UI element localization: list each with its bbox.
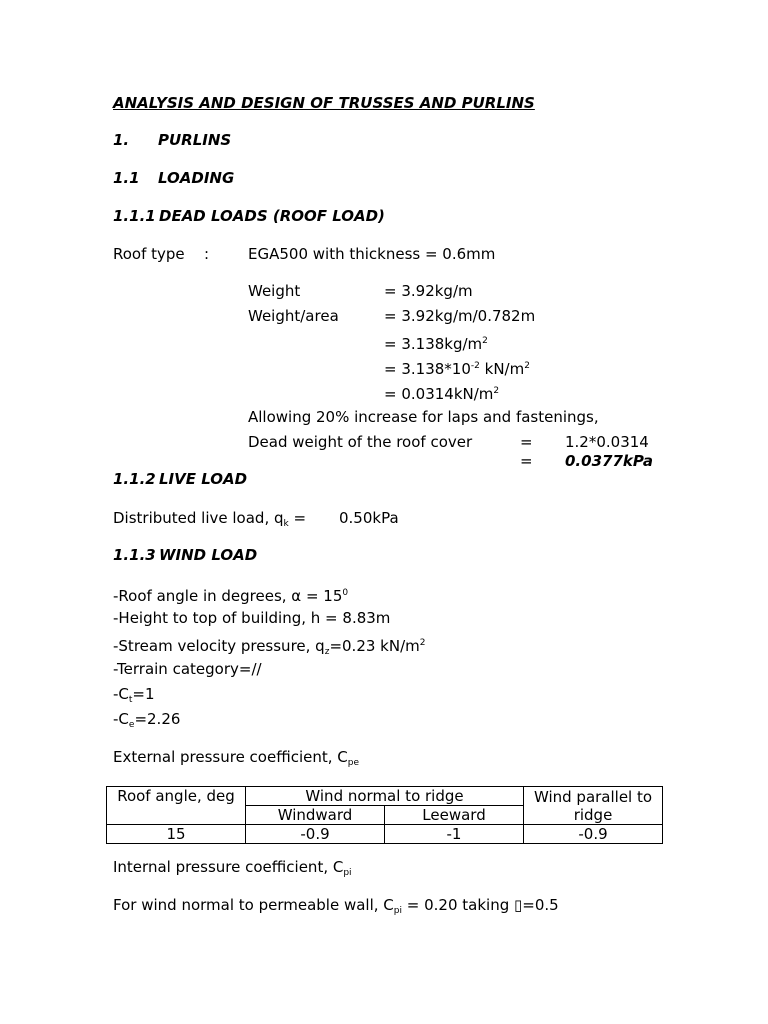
section-1-1-1-title: DEAD LOADS (ROOF LOAD) xyxy=(159,207,385,225)
header-wind-normal: Wind normal to ridge xyxy=(246,787,524,806)
ce-line: $-C_e=2.26$ xyxy=(113,710,181,730)
section-1-1-2-number: 1.1.2 xyxy=(113,470,156,488)
height-line: -Height to top of building, h = 8.83m xyxy=(113,609,391,627)
dead-weight-equals-2: = xyxy=(520,452,533,470)
roof-type-value: EGA500 with thickness = 0.6mm xyxy=(248,245,496,263)
section-1-1-1-number: 1.1.1 xyxy=(113,207,156,225)
live-load-value: 0.50kPa xyxy=(339,509,399,527)
internal-pressure-label: Internal pressure coefficient, $C_{pi}$ xyxy=(113,858,352,878)
weight-area-line-4: = $3.138*10^{-2}$ $kN/m^2$ xyxy=(384,360,530,378)
cell-leeward: -1 xyxy=(385,825,524,844)
external-pressure-label: External pressure coefficient, $C_{pe}$ xyxy=(113,748,360,768)
cell-windward: -0.9 xyxy=(246,825,385,844)
roof-angle-line: -Roof angle in degrees, $\alpha = 15^0$ xyxy=(113,587,349,605)
weight-area-value: = 3.92kg/m/0.782m xyxy=(384,307,536,325)
header-wind-parallel: Wind parallel to ridge xyxy=(524,787,663,825)
header-leeward: Leeward xyxy=(385,806,524,825)
dead-weight-label: Dead weight of the roof cover xyxy=(248,433,473,451)
section-1-1-title: LOADING xyxy=(158,169,235,187)
table-header-row xyxy=(107,787,663,806)
section-1-1-3-number: 1.1.3 xyxy=(113,546,156,564)
dead-weight-result: 0.0377kPa xyxy=(565,452,654,470)
header-windward: Windward xyxy=(246,806,385,825)
document-title: ANALYSIS AND DESIGN OF TRUSSES AND PURLINS xyxy=(113,94,535,112)
weight-value: = 3.92kg/m xyxy=(384,282,473,300)
cell-parallel: -0.9 xyxy=(524,825,663,844)
external-pressure-table xyxy=(106,786,663,844)
weight-area-line-5: = $0.0314kN/m^2$ xyxy=(384,385,500,403)
weight-label: Weight xyxy=(248,282,301,300)
header-roof-angle: Roof angle, deg xyxy=(107,787,246,825)
roof-type-colon: : xyxy=(204,245,210,263)
terrain-line: -Terrain category=// xyxy=(113,660,262,678)
allowing-text: Allowing 20% increase for laps and fastenings, xyxy=(248,408,599,426)
cell-roof-angle: 15 xyxy=(107,825,246,844)
weight-area-label: Weight/area xyxy=(248,307,339,325)
permeable-wall-line: For wind normal to permeable wall, $C_{pi} = 0.20$ taking ▯=0.5 xyxy=(113,896,559,916)
section-1-1-2-title: LIVE LOAD xyxy=(159,470,248,488)
dead-weight-calc: 1.2*0.0314 xyxy=(565,433,649,451)
stream-velocity-line: -Stream velocity pressure, $q_z=0.23$ $kN/m^2$ xyxy=(113,637,426,657)
section-1-1-3-title: WIND LOAD xyxy=(159,546,258,564)
section-1-number: 1. xyxy=(113,131,130,149)
ct-line: $-C_t=1$ xyxy=(113,685,155,705)
dead-weight-equals-1: = xyxy=(520,433,533,451)
table-row xyxy=(107,825,663,844)
section-1-1-number: 1.1 xyxy=(113,169,140,187)
live-load-label: Distributed live load, $q_k$ = xyxy=(113,509,307,529)
roof-type-label: Roof type xyxy=(113,245,185,263)
weight-area-line-3: = $3.138kg/m^2$ xyxy=(384,335,488,353)
section-1-title: PURLINS xyxy=(158,131,232,149)
